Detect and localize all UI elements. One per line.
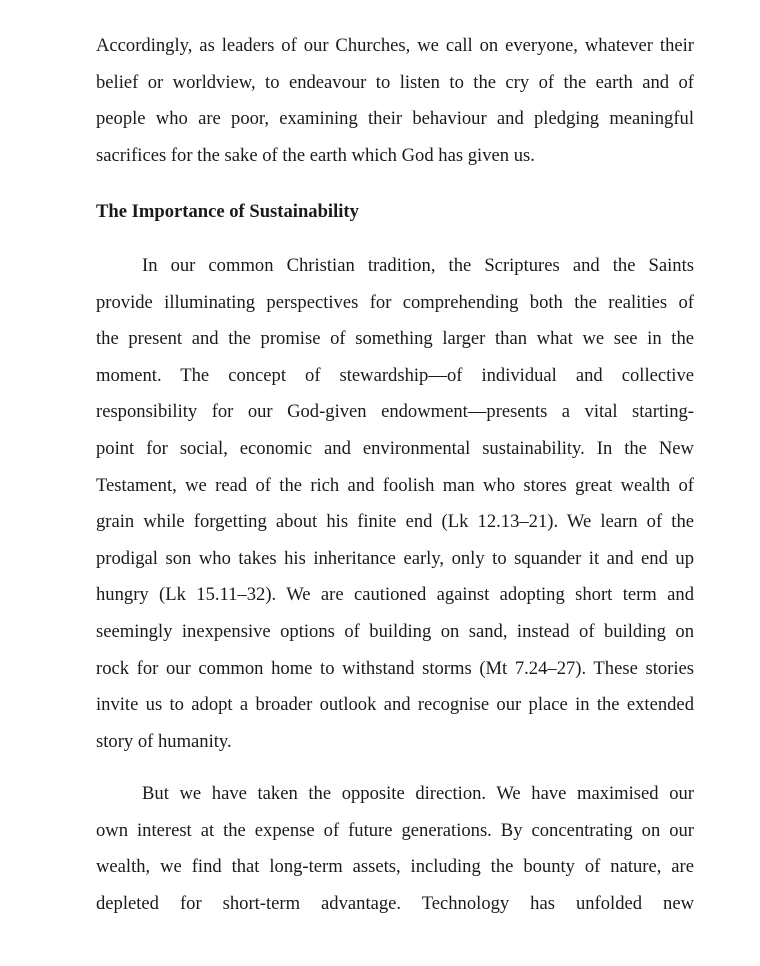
text-line: the present and the promise of something larger than what we see in the [96,328,694,350]
text-line: grain while forgetting about his finite end (Lk 12.13–21). We learn of the [96,511,694,533]
text-line: depleted for short-term advantage. Technology has unfolded new [96,892,694,914]
text-line: Testament, we read of the rich and foolish man who stores great wealth of [96,474,694,496]
text-line: moment. The concept of stewardship—of individual and collective [96,364,694,386]
text-line: point for social, economic and environmental sustainability. In the New [96,437,694,459]
text-line: people who are poor, examining their behaviour and pledging meaningful [96,108,694,130]
text-line: prodigal son who takes his inheritance early, only to squander it and end up [96,547,694,569]
text-line: provide illuminating perspectives for comprehending both the realities of [96,291,694,313]
paragraph-call-to-action [96,28,694,174]
paragraph-scriptures [96,248,694,760]
text-line: But we have taken the opposite direction. We have maximised our [142,783,694,804]
text-line: own interest at the expense of future generations. By concentrating on our [96,819,694,841]
text-line: sacrifices for the sake of the earth which God has given us. [96,144,535,166]
text-line: hungry (Lk 15.11–32). We are cautioned against adopting short term and [96,584,694,606]
text-line: In our common Christian tradition, the Scriptures and the Saints [142,255,694,276]
text-line: responsibility for our God-given endowment—presents a vital starting- [96,401,694,423]
text-line: Accordingly, as leaders of our Churches, we call on everyone, whatever their [96,35,694,56]
paragraph-opposite-direction [96,776,694,922]
section-heading: The Importance of Sustainability [96,201,359,222]
text-line: story of humanity. [96,730,232,752]
text-line: seemingly inexpensive options of building on sand, instead of building on [96,620,694,642]
text-line: belief or worldview, to endeavour to listen to the cry of the earth and of [96,71,694,93]
text-line: rock for our common home to withstand storms (Mt 7.24–27). These stories [96,657,694,679]
text-line: wealth, we find that long-term assets, including the bounty of nature, are [96,856,694,878]
text-line: invite us to adopt a broader outlook and recognise our place in the extended [96,694,694,716]
